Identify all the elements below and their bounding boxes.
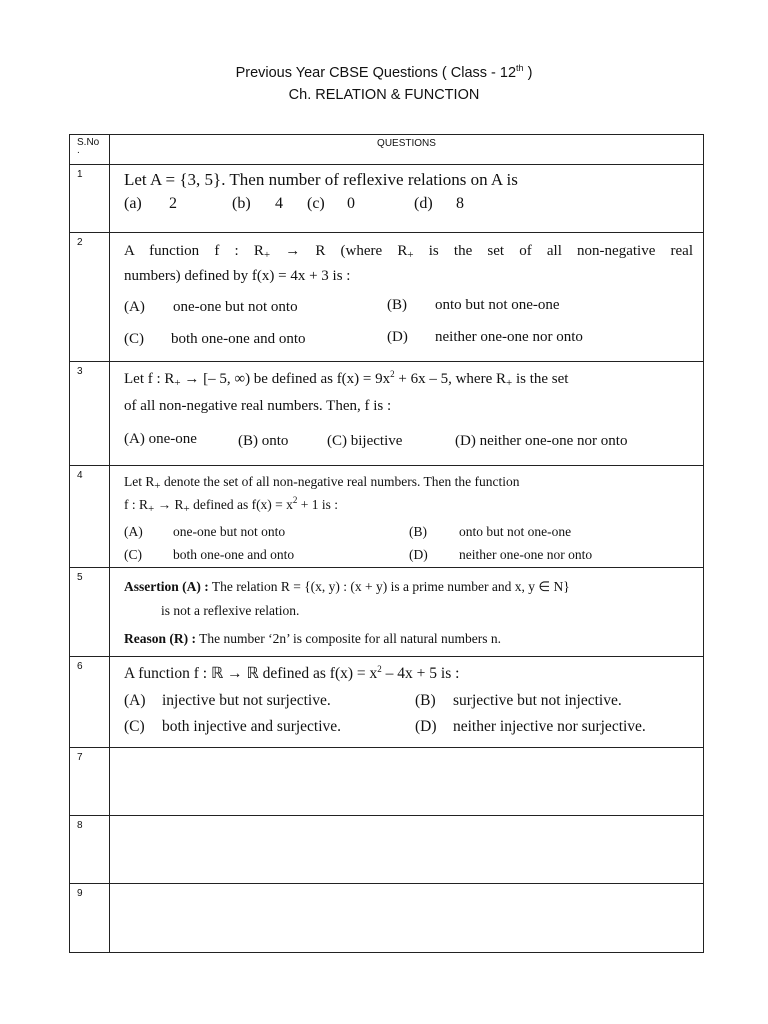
question-cell <box>110 362 704 466</box>
option-label: (a) <box>124 195 142 212</box>
option-label: (d) <box>414 195 433 212</box>
question-number: 4 <box>70 466 110 568</box>
reason-line: Reason (R) : The number ‘2n’ is composite for all natural numbers n. <box>124 631 502 646</box>
chapter-title: Ch. RELATION & FUNCTION <box>288 87 480 103</box>
question-row <box>70 466 704 568</box>
question-cell <box>110 233 704 362</box>
options <box>124 195 693 221</box>
option-text: 8 <box>456 195 464 212</box>
question-number: 1 <box>70 165 110 233</box>
question-stem-line-2: of all non-negative real numbers. Then, f is : <box>124 398 392 414</box>
question-row <box>70 816 704 884</box>
question-number: 2 <box>70 233 110 362</box>
question-stem: A function f : $R_+ \to R$ (where $R_+$ is the set of all non-negative real <box>124 243 693 261</box>
option-text: both injective and surjective. <box>162 718 342 735</box>
option-label: (D) <box>387 329 408 345</box>
question-number: 5 <box>70 568 110 657</box>
page-title: Previous Year CBSE Questions ( Class - 12th ) <box>235 63 533 81</box>
question-row <box>70 748 704 816</box>
option-label: (C) <box>124 331 144 347</box>
question-row <box>70 233 704 362</box>
option: (D) neither one-one nor onto <box>455 433 628 449</box>
question-row <box>70 568 704 657</box>
option-text: both one-one and onto <box>171 331 306 347</box>
question-cell <box>110 165 704 233</box>
options <box>124 295 693 353</box>
option-text: onto but not one-one <box>459 524 572 539</box>
option-text: 2 <box>169 195 177 212</box>
option-text: 0 <box>347 195 355 212</box>
question-cell-empty <box>110 748 704 816</box>
question-row <box>70 165 704 233</box>
question-row <box>70 884 704 953</box>
options <box>124 687 693 741</box>
option-label: (B) <box>409 524 427 539</box>
option-label: (c) <box>307 195 325 212</box>
question-stem: Let A = {3, 5}. Then number of reflexive relations on A is <box>124 170 518 189</box>
question-stem-line-2: f : $R_+ \to R_+$ defined as $f(x) = x^2 + 1$ is : <box>124 495 339 515</box>
option-text: onto but not one-one <box>435 297 560 313</box>
option-text: injective but not surjective. <box>162 692 331 709</box>
option-text: neither injective nor surjective. <box>453 718 646 735</box>
option-label: (A) <box>124 299 145 315</box>
question-stem: Let $R_+$ denote the set of all non-negative real numbers. Then the function <box>124 474 520 492</box>
question-cell-empty <box>110 884 704 953</box>
question-number: 3 <box>70 362 110 466</box>
option-label: (D) <box>409 547 428 562</box>
question-number: 6 <box>70 657 110 748</box>
option-label: (A) <box>124 524 143 539</box>
question-row <box>70 657 704 748</box>
questions-header: QUESTIONS <box>110 135 704 165</box>
option-text: one-one but not onto <box>173 524 286 539</box>
option-label: (C) <box>124 547 142 562</box>
assertion-line: Assertion (A) : The relation R = {(x, y) : (x + y) is a prime number and x, y ∈ N} <box>124 579 570 594</box>
question-stem-line-2: numbers) defined by f(x) = 4x + 3 is : <box>124 268 351 284</box>
reason-label: Reason (R) : <box>124 631 196 646</box>
question-number: 9 <box>70 884 110 953</box>
option-text: both one-one and onto <box>173 547 295 562</box>
sno-header: S.No . <box>70 135 110 165</box>
question-number: 8 <box>70 816 110 884</box>
option-label: (D) <box>415 718 437 735</box>
assertion-label: Assertion (A) : <box>124 579 209 594</box>
option-label: (B) <box>415 692 436 709</box>
question-cell <box>110 568 704 657</box>
option-label: (A) <box>124 692 146 709</box>
question-cell <box>110 466 704 568</box>
option: (B) onto <box>238 433 289 449</box>
options <box>124 520 693 566</box>
option-text: 4 <box>275 195 283 212</box>
option-text: neither one-one nor onto <box>459 547 593 562</box>
option-label: (C) <box>124 718 145 735</box>
table-header-row <box>70 135 704 165</box>
option: (A) one-one <box>124 431 197 447</box>
questions-table <box>69 134 704 953</box>
option-text: neither one-one nor onto <box>435 329 583 345</box>
assertion-line-2: is not a reflexive relation. <box>161 603 300 618</box>
option-text: one-one but not onto <box>173 299 298 315</box>
question-stem: Let f : $R_+$ → [– 5, ∞) be defined as $f(x) = 9x^2 + 6x - 5$, where $R_+$ is the set <box>124 369 569 389</box>
option: (C) bijective <box>327 433 403 449</box>
option-text: surjective but not injective. <box>453 692 622 709</box>
question-cell <box>110 657 704 748</box>
question-number: 7 <box>70 748 110 816</box>
page-header <box>0 62 768 106</box>
options <box>124 428 693 456</box>
question-row <box>70 362 704 466</box>
option-label: (b) <box>232 195 251 212</box>
question-stem: A function f : ℝ → ℝ defined as $f(x) = x^2 - 4x + 5$ is : <box>124 664 460 682</box>
question-cell-empty <box>110 816 704 884</box>
option-label: (B) <box>387 297 407 313</box>
